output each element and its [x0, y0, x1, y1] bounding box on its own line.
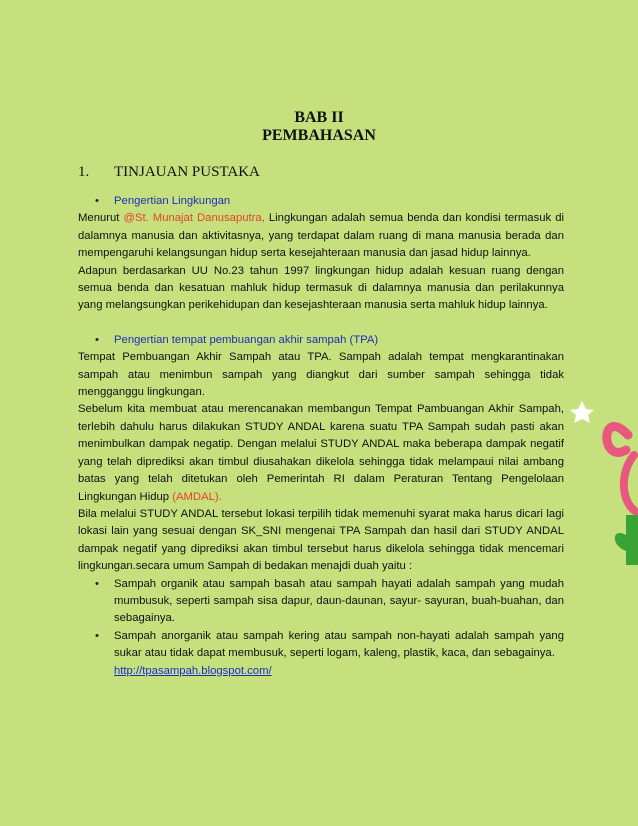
section-number: 1. [78, 164, 90, 180]
text-prefix: Menurut [78, 212, 124, 225]
sampah-list [78, 576, 564, 680]
paragraph-tpa-2 [78, 401, 564, 505]
subheading-lingkungan: • Pengertian Lingkungan [78, 193, 564, 210]
author-name: @St. Munajat Danusaputra, [123, 212, 265, 225]
paragraph-lingkungan-1 [78, 210, 564, 262]
subheading-tpa: • Pengertian tempat pembuangan akhir sampah (TPA) [78, 332, 564, 349]
text-body: Lingkungan adalah semua benda dan kondisi termasuk di dalamnya manusia dan aktivitasnya, yang terdapat dalam ruang di mana manusia berada dan mempengaruhi kelangsungan hidup serta kesejahteraan manusia dan jasad hidup lainnya. [78, 212, 564, 260]
spacer [78, 315, 564, 332]
paragraph-lingkungan-2: Adapun berdasarkan UU No.23 tahun 1997 lingkungan hidup adalah kesuan ruang dengan semua benda dan kesatuan mahluk hidup termasuk di dalamnya manusia dan perilakunnya yang melangsungkan perikehidupan dan kesejashteraan manusia serta mahluk hidup lainnya. [78, 264, 564, 312]
body-content [78, 193, 564, 680]
list-item-text: Sampah anorganik atau sampah kering atau sampah non-hayati adalah sampah yang sukar atau tidak dapat membusuk, seperti logam, kaleng, plastik, kaca, dan sebagainya. [114, 629, 564, 660]
section-title: TINJAUAN PUSTAKA [114, 164, 260, 180]
paragraph-tpa-3: Bila melalui STUDY ANDAL tersebut lokasi terpilih tidak memenuhi syarat maka harus dicari lagi lokasi lain yang sesuai dengan SK_SNI mengenai TPA Sampah dan hasil dari STUDY ANDAL dampak negatif yang diprediksi akan timbul tersebut harus dikelola sehingga tidak mencemari lingkungan.secara umum Sampah di bedakan menajdi duah yaitu : [78, 507, 564, 573]
chapter-number: BAB II [294, 109, 344, 126]
section-heading [78, 164, 260, 181]
list-item: • Sampah organik atau sampah basah atau sampah hayati adalah sampah yang mudah mumbusuk, seperti sampah sisa dapur, daun-daunan, sayur- sayuran, buah-buahan, dan sebagainya. [78, 576, 564, 628]
source-link[interactable]: http://tpasampah.blogspot.com/ [114, 664, 272, 677]
chapter-title: PEMBAHASAN [262, 127, 376, 144]
paragraph-tpa-1: Tempat Pembuangan Akhir Sampah atau TPA. Sampah adalah tempat mengkarantinakan sampah atau menimbun sampah yang diangkut dari sumber sampah sehingga tidak mengganggu lingkungan. [78, 351, 564, 399]
amdal-label: (AMDAL). [172, 490, 222, 503]
text-body: Sebelum kita membuat atau merencanakan membangun Tempat Pambuangan Akhir Sampah, terlebih dahulu harus dilakukan STUDY ANDAL karena suatu TPA Sampah sudah pasti akan menimbulkan dampak negatip. Dengan melalui STUDY ANDAL maka beberapa dampak negatif yang telah diprediksi akan timbul diusahakan dikelola sehingga tidak melampaui nilai ambang batas yang telah ditetukan oleh Pemerintah RI dalam Peraturan Tentang Pengelolaan Lingkungan Hidup [78, 403, 564, 503]
list-item [78, 628, 564, 680]
flower-decoration [560, 395, 638, 565]
